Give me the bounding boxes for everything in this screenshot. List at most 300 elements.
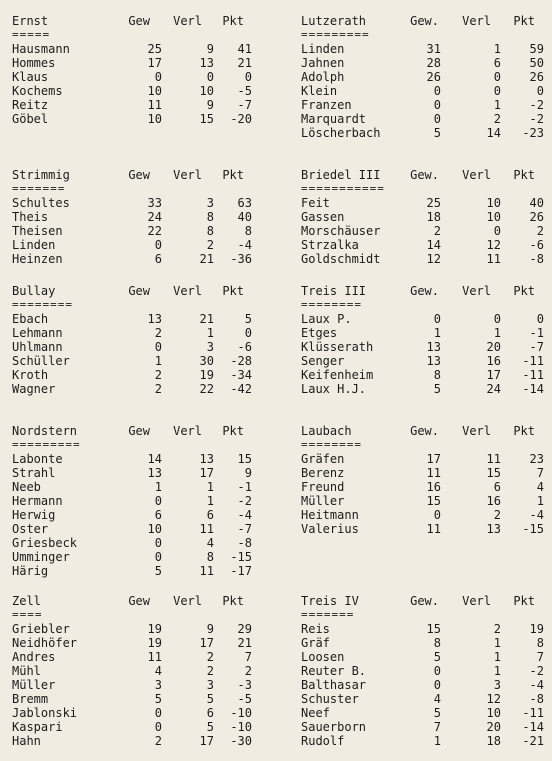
- player-row: [12, 522, 282, 536]
- player-row: [301, 224, 552, 238]
- player-row: [301, 480, 552, 494]
- player-verl: 20: [486, 720, 501, 734]
- player-verl: 2: [493, 112, 501, 126]
- header-pkt: Pkt: [222, 594, 244, 608]
- player-pkt: 0: [536, 312, 544, 326]
- player-row: [12, 508, 282, 522]
- player-gew: 8: [433, 636, 441, 650]
- player-name: Sauerborn: [301, 720, 367, 734]
- player-gew: 6: [154, 252, 162, 266]
- player-pkt: 0: [244, 326, 252, 340]
- player-verl: 16: [486, 354, 501, 368]
- player-row: [301, 326, 552, 340]
- player-verl: 2: [206, 664, 214, 678]
- player-verl: 5: [206, 720, 214, 734]
- player-verl: 1: [493, 636, 501, 650]
- player-pkt: 15: [237, 452, 252, 466]
- player-row: [12, 84, 282, 98]
- player-name: Schuster: [301, 692, 359, 706]
- player-name: Klüsserath: [301, 340, 374, 354]
- team-header: [301, 594, 552, 608]
- player-verl: 11: [486, 452, 501, 466]
- player-row: [12, 252, 282, 266]
- player-pkt: 8: [536, 636, 544, 650]
- player-gew: 13: [426, 354, 441, 368]
- player-verl: 2: [493, 508, 501, 522]
- player-verl: 12: [486, 238, 501, 252]
- player-name: Hommes: [12, 56, 56, 70]
- player-verl: 22: [199, 382, 214, 396]
- player-name: Berenz: [301, 466, 345, 480]
- player-row: [301, 354, 552, 368]
- player-pkt: 41: [237, 42, 252, 56]
- player-verl: 10: [486, 196, 501, 210]
- player-gew: 0: [433, 678, 441, 692]
- player-gew: 7: [433, 720, 441, 734]
- player-verl: 1: [493, 664, 501, 678]
- player-pkt: -4: [237, 238, 252, 252]
- player-verl: 2: [206, 650, 214, 664]
- player-name: Hahn: [12, 734, 41, 748]
- player-name: Gräf: [301, 636, 330, 650]
- player-name: Uhlmann: [12, 340, 63, 354]
- player-row: [12, 382, 282, 396]
- player-verl: 10: [199, 84, 214, 98]
- player-row: [301, 42, 552, 56]
- player-verl: 15: [199, 112, 214, 126]
- player-pkt: -17: [230, 564, 252, 578]
- player-pkt: -11: [522, 706, 544, 720]
- team-header: [12, 424, 282, 438]
- player-verl: 10: [486, 706, 501, 720]
- player-pkt: -4: [529, 678, 544, 692]
- player-verl: 21: [199, 312, 214, 326]
- player-pkt: 26: [529, 210, 544, 224]
- team-table: [301, 14, 552, 140]
- player-verl: 15: [486, 466, 501, 480]
- player-verl: 3: [206, 678, 214, 692]
- player-pkt: 23: [529, 452, 544, 466]
- player-pkt: -1: [237, 480, 252, 494]
- player-gew: 31: [426, 42, 441, 56]
- player-gew: 13: [147, 466, 162, 480]
- header-gew: Gew.: [410, 284, 439, 298]
- team-table: [12, 424, 282, 578]
- player-verl: 10: [486, 210, 501, 224]
- player-name: Laux P.: [301, 312, 352, 326]
- player-name: Balthasar: [301, 678, 367, 692]
- player-pkt: -5: [237, 84, 252, 98]
- player-row: [301, 340, 552, 354]
- player-pkt: -2: [529, 664, 544, 678]
- player-pkt: 21: [237, 56, 252, 70]
- player-gew: 1: [154, 354, 162, 368]
- header-verl: Verl: [173, 168, 202, 182]
- header-gew: Gew.: [410, 424, 439, 438]
- player-pkt: -7: [529, 340, 544, 354]
- team-header: [301, 424, 552, 438]
- player-gew: 19: [147, 622, 162, 636]
- player-row: [301, 636, 552, 650]
- player-gew: 16: [426, 480, 441, 494]
- player-name: Hausmann: [12, 42, 70, 56]
- player-row: [301, 196, 552, 210]
- player-name: Oster: [12, 522, 49, 536]
- team-table: [301, 284, 552, 396]
- player-gew: 2: [433, 224, 441, 238]
- team-name: Zell: [12, 594, 41, 608]
- player-name: Strahl: [12, 466, 56, 480]
- player-verl: 1: [493, 42, 501, 56]
- header-gew: Gew.: [410, 14, 439, 28]
- player-row: [301, 252, 552, 266]
- team-underline: =====: [12, 28, 51, 41]
- player-gew: 5: [433, 706, 441, 720]
- player-row: [12, 622, 282, 636]
- player-verl: 17: [199, 636, 214, 650]
- player-pkt: 9: [244, 466, 252, 480]
- header-pkt: Pkt: [513, 594, 535, 608]
- player-gew: 25: [426, 196, 441, 210]
- player-row: [12, 564, 282, 578]
- player-name: Senger: [301, 354, 345, 368]
- header-verl: Verl: [462, 168, 491, 182]
- player-gew: 11: [147, 650, 162, 664]
- player-verl: 0: [493, 312, 501, 326]
- player-verl: 1: [493, 650, 501, 664]
- player-pkt: -34: [230, 368, 252, 382]
- player-row: [12, 196, 282, 210]
- player-pkt: 8: [244, 224, 252, 238]
- player-gew: 0: [433, 508, 441, 522]
- player-verl: 5: [206, 692, 214, 706]
- team-header: [301, 168, 552, 182]
- header-verl: Verl: [173, 14, 202, 28]
- player-name: Morschäuser: [301, 224, 381, 238]
- player-verl: 16: [486, 494, 501, 508]
- player-row: [301, 382, 552, 396]
- player-gew: 0: [433, 98, 441, 112]
- player-gew: 28: [426, 56, 441, 70]
- player-name: Rudolf: [301, 734, 345, 748]
- player-pkt: -7: [237, 522, 252, 536]
- player-verl: 9: [206, 42, 214, 56]
- player-verl: 8: [206, 550, 214, 564]
- player-verl: 12: [486, 692, 501, 706]
- player-pkt: -14: [522, 382, 544, 396]
- player-name: Herwig: [12, 508, 56, 522]
- player-row: [301, 312, 552, 326]
- player-pkt: -11: [522, 368, 544, 382]
- player-row: [301, 664, 552, 678]
- player-verl: 1: [206, 494, 214, 508]
- player-row: [12, 550, 282, 564]
- player-name: Gräfen: [301, 452, 345, 466]
- player-name: Heitmann: [301, 508, 359, 522]
- player-name: Neeb: [12, 480, 41, 494]
- player-row: [12, 354, 282, 368]
- team-table: [12, 14, 282, 126]
- header-gew: Gew.: [410, 168, 439, 182]
- player-name: Etges: [301, 326, 338, 340]
- player-row: [301, 452, 552, 466]
- player-pkt: -8: [529, 252, 544, 266]
- header-pkt: Pkt: [222, 424, 244, 438]
- player-gew: 18: [426, 210, 441, 224]
- player-row: [12, 692, 282, 706]
- player-pkt: -6: [237, 340, 252, 354]
- player-pkt: 7: [244, 650, 252, 664]
- team-underline: ========: [301, 438, 362, 451]
- player-gew: 3: [154, 678, 162, 692]
- player-gew: 2: [154, 368, 162, 382]
- player-name: Heinzen: [12, 252, 63, 266]
- player-verl: 11: [199, 522, 214, 536]
- player-row: [301, 508, 552, 522]
- player-name: Freund: [301, 480, 345, 494]
- player-row: [301, 112, 552, 126]
- player-name: Müller: [301, 494, 345, 508]
- player-pkt: 4: [536, 480, 544, 494]
- team-table: [12, 594, 282, 748]
- player-row: [301, 692, 552, 706]
- player-name: Loosen: [301, 650, 345, 664]
- player-row: [301, 720, 552, 734]
- player-gew: 15: [426, 622, 441, 636]
- player-pkt: -8: [529, 692, 544, 706]
- player-verl: 13: [486, 522, 501, 536]
- player-row: [301, 678, 552, 692]
- player-verl: 14: [486, 126, 501, 140]
- player-row: [12, 664, 282, 678]
- player-gew: 0: [154, 238, 162, 252]
- header-gew: Gew: [128, 14, 150, 28]
- player-verl: 18: [486, 734, 501, 748]
- team-underline: ===========: [301, 182, 385, 195]
- player-row: [301, 126, 552, 140]
- player-pkt: 1: [536, 494, 544, 508]
- player-gew: 5: [433, 650, 441, 664]
- player-gew: 4: [154, 664, 162, 678]
- player-name: Reis: [301, 622, 330, 636]
- player-name: Bremm: [12, 692, 49, 706]
- player-row: [12, 678, 282, 692]
- player-row: [12, 706, 282, 720]
- player-pkt: 40: [237, 210, 252, 224]
- player-pkt: -2: [529, 98, 544, 112]
- player-name: Löscherbach: [301, 126, 381, 140]
- player-pkt: -6: [529, 238, 544, 252]
- player-row: [301, 466, 552, 480]
- player-name: Klaus: [12, 70, 49, 84]
- player-gew: 8: [433, 368, 441, 382]
- player-verl: 11: [199, 564, 214, 578]
- header-pkt: Pkt: [222, 168, 244, 182]
- player-gew: 0: [154, 720, 162, 734]
- player-gew: 10: [147, 112, 162, 126]
- player-row: [12, 326, 282, 340]
- player-pkt: -1: [529, 326, 544, 340]
- header-pkt: Pkt: [222, 14, 244, 28]
- team-header: [301, 284, 552, 298]
- player-row: [12, 480, 282, 494]
- player-row: [301, 522, 552, 536]
- player-row: [12, 734, 282, 748]
- player-name: Lehmann: [12, 326, 63, 340]
- player-gew: 5: [433, 382, 441, 396]
- player-gew: 10: [147, 84, 162, 98]
- team-name: Treis III: [301, 284, 367, 298]
- player-pkt: -4: [529, 508, 544, 522]
- team-name: Treis IV: [301, 594, 359, 608]
- player-pkt: -10: [230, 706, 252, 720]
- header-verl: Verl: [173, 594, 202, 608]
- player-name: Griesbeck: [12, 536, 78, 550]
- player-verl: 21: [199, 252, 214, 266]
- player-row: [301, 706, 552, 720]
- player-pkt: -5: [237, 692, 252, 706]
- header-pkt: Pkt: [513, 284, 535, 298]
- header-pkt: Pkt: [222, 284, 244, 298]
- player-gew: 25: [147, 42, 162, 56]
- player-pkt: 29: [237, 622, 252, 636]
- player-verl: 1: [493, 98, 501, 112]
- player-name: Jahnen: [301, 56, 345, 70]
- player-row: [301, 650, 552, 664]
- player-name: Theis: [12, 210, 49, 224]
- player-name: Strzalka: [301, 238, 359, 252]
- player-row: [12, 466, 282, 480]
- player-name: Keifenheim: [301, 368, 374, 382]
- player-verl: 9: [206, 98, 214, 112]
- player-pkt: -8: [237, 536, 252, 550]
- team-table: [301, 168, 552, 266]
- player-gew: 11: [426, 522, 441, 536]
- player-row: [12, 494, 282, 508]
- player-pkt: -21: [522, 734, 544, 748]
- player-pkt: -28: [230, 354, 252, 368]
- header-pkt: Pkt: [513, 424, 535, 438]
- player-pkt: 2: [536, 224, 544, 238]
- player-verl: 17: [199, 734, 214, 748]
- player-pkt: 21: [237, 636, 252, 650]
- player-row: [12, 112, 282, 126]
- player-name: Theisen: [12, 224, 63, 238]
- player-gew: 0: [154, 340, 162, 354]
- player-pkt: -2: [529, 112, 544, 126]
- player-name: Müller: [12, 678, 56, 692]
- player-gew: 0: [433, 84, 441, 98]
- player-pkt: 0: [244, 70, 252, 84]
- player-row: [301, 56, 552, 70]
- team-table: [12, 284, 282, 396]
- player-pkt: -11: [522, 354, 544, 368]
- player-row: [12, 56, 282, 70]
- player-gew: 13: [426, 340, 441, 354]
- player-gew: 4: [433, 692, 441, 706]
- player-gew: 0: [154, 706, 162, 720]
- player-gew: 0: [154, 494, 162, 508]
- player-pkt: -14: [522, 720, 544, 734]
- player-pkt: -30: [230, 734, 252, 748]
- player-row: [301, 210, 552, 224]
- player-verl: 24: [486, 382, 501, 396]
- player-verl: 8: [206, 210, 214, 224]
- team-underline: =======: [301, 608, 355, 621]
- player-row: [12, 536, 282, 550]
- player-name: Laux H.J.: [301, 382, 367, 396]
- player-name: Wagner: [12, 382, 56, 396]
- player-name: Linden: [301, 42, 345, 56]
- header-gew: Gew.: [410, 594, 439, 608]
- header-verl: Verl: [462, 14, 491, 28]
- player-gew: 10: [147, 522, 162, 536]
- player-verl: 3: [493, 678, 501, 692]
- team-table: [12, 168, 282, 266]
- player-name: Labonte: [12, 452, 63, 466]
- team-header: [12, 168, 282, 182]
- player-name: Mühl: [12, 664, 41, 678]
- player-pkt: 26: [529, 70, 544, 84]
- player-name: Linden: [12, 238, 56, 252]
- player-row: [12, 452, 282, 466]
- team-name: Briedel III: [301, 168, 381, 182]
- team-name: Lutzerath: [301, 14, 367, 28]
- player-pkt: 0: [536, 84, 544, 98]
- player-gew: 6: [154, 508, 162, 522]
- player-verl: 19: [199, 368, 214, 382]
- player-row: [12, 70, 282, 84]
- player-verl: 20: [486, 340, 501, 354]
- player-name: Schüller: [12, 354, 70, 368]
- player-row: [301, 238, 552, 252]
- player-verl: 6: [493, 56, 501, 70]
- header-pkt: Pkt: [513, 168, 535, 182]
- player-gew: 5: [154, 564, 162, 578]
- player-pkt: 59: [529, 42, 544, 56]
- team-underline: ========: [301, 298, 362, 311]
- player-gew: 15: [426, 494, 441, 508]
- player-verl: 17: [199, 466, 214, 480]
- team-header: [301, 14, 552, 28]
- player-name: Kochems: [12, 84, 63, 98]
- player-gew: 0: [433, 664, 441, 678]
- player-gew: 1: [433, 326, 441, 340]
- player-row: [301, 622, 552, 636]
- player-name: Griebler: [12, 622, 70, 636]
- player-row: [12, 224, 282, 238]
- header-pkt: Pkt: [513, 14, 535, 28]
- player-verl: 6: [206, 508, 214, 522]
- player-verl: 1: [493, 326, 501, 340]
- player-verl: 0: [206, 70, 214, 84]
- player-row: [12, 312, 282, 326]
- player-name: Klein: [301, 84, 338, 98]
- player-name: Härig: [12, 564, 49, 578]
- player-gew: 11: [426, 466, 441, 480]
- player-pkt: -10: [230, 720, 252, 734]
- player-pkt: 19: [529, 622, 544, 636]
- player-verl: 6: [493, 480, 501, 494]
- player-pkt: -15: [230, 550, 252, 564]
- player-pkt: 2: [244, 664, 252, 678]
- player-pkt: -42: [230, 382, 252, 396]
- header-gew: Gew: [128, 424, 150, 438]
- team-table: [301, 594, 552, 748]
- player-pkt: -2: [237, 494, 252, 508]
- player-name: Reuter B.: [301, 664, 367, 678]
- player-verl: 11: [486, 252, 501, 266]
